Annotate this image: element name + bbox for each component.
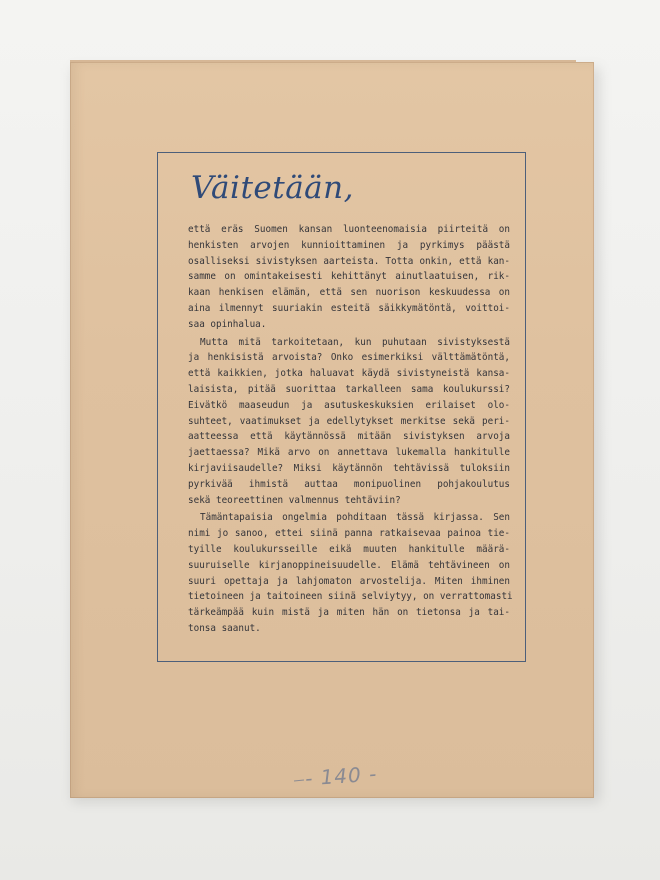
text-line: suuruiselle kirjanoppineisuudelle. Elämä tehtävineen on	[188, 559, 510, 571]
text-line: saa opinhalua.	[188, 318, 267, 330]
text-line: suuri opettaja ja lahjomaton arvostelija. Miten ihminen	[188, 575, 510, 587]
text-line: nimi jo sanoo, ettei siinä panna ratkaisevaa painoa tie-	[188, 528, 510, 540]
text-line: henkisten arvojen kunnioittaminen ja pyrkimys päästä	[188, 239, 510, 251]
text-line: tonsa saanut.	[188, 622, 261, 634]
text-line: tyille koulukursseille eikä muuten hankitulle määrä-	[188, 543, 510, 555]
paragraph-1	[188, 222, 510, 333]
text-line: pyrkivää ihmistä auttaa monipuolinen pohjakoulutus	[188, 478, 510, 490]
pencil-price-note: - 140 -	[304, 761, 379, 791]
text-line: aina ilmennyt suuriakin esteitä säikkymätöntä, voittoi-	[188, 302, 510, 314]
cover-text-block	[188, 222, 513, 637]
text-line: laisista, pitää suorittaa tarkalleen sama koulukurssi?	[188, 383, 510, 395]
text-line: Tämäntapaisia ongelmia pohditaan tässä kirjassa. Sen	[200, 512, 510, 524]
text-line: että kaikkien, jotka haluavat käydä sivistyneistä kansa-	[188, 368, 510, 380]
text-line: aatteessa että käytännössä mitään sivistyksen arvoja	[188, 431, 510, 443]
text-line: suhteet, vaatimukset ja edellytykset merkitse sekä peri-	[188, 415, 510, 427]
text-line: Eivätkö maaseudun ja asutuskeskuksien erilaiset olo-	[188, 399, 510, 411]
cover-heading: Väitetään,	[191, 170, 354, 206]
text-line: samme on omintakeisesti kehittänyt ainutlaatuisen, rik-	[188, 271, 510, 283]
text-line: että eräs Suomen kansan luonteenomaisia piirteitä on	[188, 224, 510, 235]
text-line: kirjaviisaudelle? Miksi käytännön tehtävissä tuloksiin	[188, 462, 510, 474]
text-line: sekä teoreettinen valmennus tehtäviin?	[188, 494, 401, 506]
text-line: ja henkisistä arvoista? Onko esimerkiksi välttämätöntä,	[188, 352, 510, 364]
text-line: tietoineen ja taitoineen siinä selviytyy, on verrattomasti	[188, 591, 513, 603]
text-line: Mutta mitä tarkoitetaan, kun puhutaan sivistyksestä	[200, 336, 510, 348]
paragraph-2	[188, 335, 510, 509]
text-line: osalliseksi sivistyksen aarteista. Totta onkin, että kan-	[188, 255, 510, 267]
text-line: tärkeämpää kuin mistä ja miten hän on tietonsa ja tai-	[188, 607, 510, 619]
text-line: kaan henkisen elämän, että sen nuorison keskuudessa on	[188, 287, 510, 299]
paragraph-3	[188, 510, 513, 636]
text-line: jaettaessa? Mikä arvo on annettava lukemalla hankitulle	[188, 447, 510, 459]
